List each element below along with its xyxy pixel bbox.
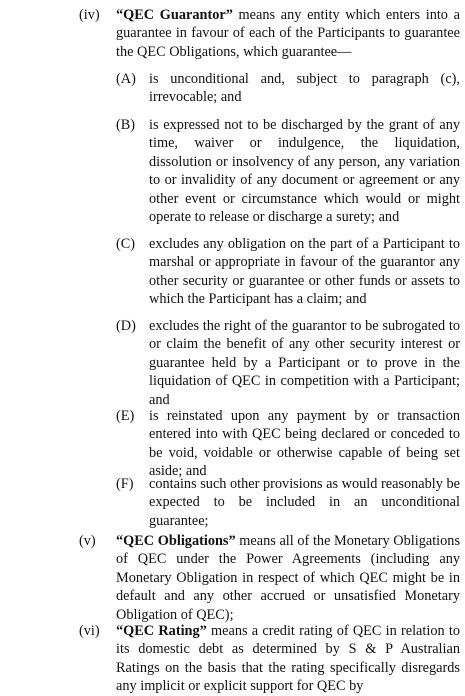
subclause-text: excludes the right of the guarantor to be subrogated to or claim the benefit of any other security interest or guarantee held by a Participant or to prove in the liquidation of QEC in competition with a Participant; and	[149, 318, 460, 408]
clause-text: means a credit rating of QEC in relation to its domestic debt as determined by S & P Australian Ratings on the basis that the rating specifically disregards any implicit or explicit support for QEC by	[116, 623, 460, 695]
clause-number: (vi)	[79, 623, 100, 639]
clause-number: (iv)	[79, 7, 100, 23]
subclause-number: (B)	[116, 117, 136, 133]
clause-number: (v)	[79, 533, 96, 549]
subclause-text: is unconditional and, subject to paragraph (c), irrevocable; and	[149, 71, 460, 106]
subclause-number: (D)	[116, 318, 136, 334]
defined-term: “QEC Obligations”	[116, 533, 236, 549]
subclause-number: (A)	[116, 71, 136, 87]
defined-term: “QEC Guarantor”	[116, 7, 233, 23]
subclause-number: (C)	[116, 236, 136, 252]
defined-term: “QEC Rating”	[116, 623, 207, 639]
clause-text: means all of the Monetary Obligations of QEC under the Power Agreements (including any Monetary Obligation in respect of which QEC might be in default and any other accrued or unsatisfied Monetary Obligation of QEC);	[116, 533, 461, 623]
subclause-text: excludes any obligation on the part of a Participant to marshal or appropriate in favour of the guarantor any other security or guarantee or other funds or assets to which the Participant has a claim; and	[149, 236, 460, 308]
subclause-number: (E)	[116, 408, 135, 424]
clause-body	[116, 6, 460, 61]
subclause-text: contains such other provisions as would reasonably be expected to be included in an unconditional guarantee;	[149, 476, 460, 529]
clause-body	[116, 532, 460, 624]
subclause-number: (F)	[116, 476, 134, 492]
subclause-text: is expressed not to be discharged by the grant of any time, waiver or indulgence, the liquidation, dissolution or insolvency of any person, any variation to or invalidity of any document or agreement or any other event or circumstance which would or might operate to release or discharge a surety; and	[149, 117, 460, 226]
clause-text: means any entity which enters into a guarantee in favour of each of the Participants to guarantee the QEC Obligations, which guarantee—	[116, 7, 460, 60]
subclause-text: is reinstated upon any payment by or transaction entered into with QEC being declared or conceded to be void, voidable or otherwise capable of being set aside; and	[149, 408, 460, 480]
clause-body	[116, 622, 460, 696]
